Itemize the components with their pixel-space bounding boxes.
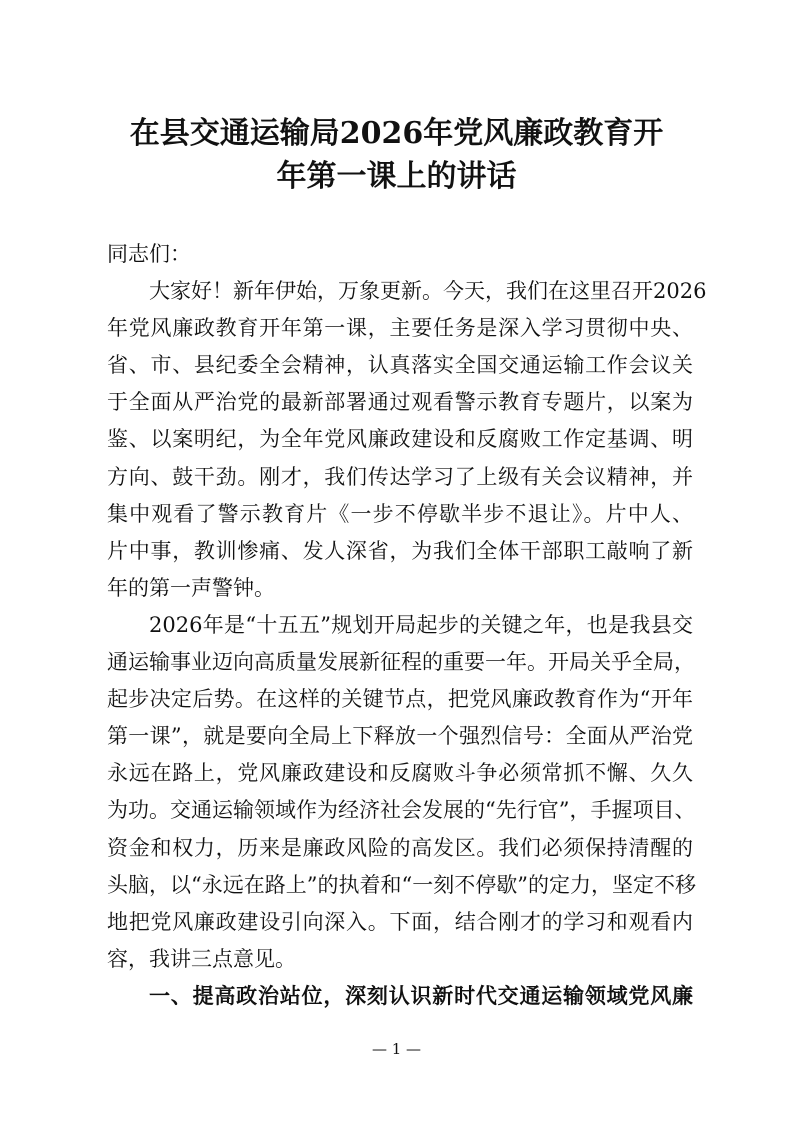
text-line: 方向、鼓干劲。刚才，我们传达学习了上级有关会议精神，并 <box>107 464 693 489</box>
text-line: 第一课”，就是要向全局上下释放一个强烈信号：全面从严治党 <box>107 724 693 749</box>
text-line: 头脑，以“永远在路上”的执着和“一刻不停歇”的定力，坚定不移 <box>107 872 696 897</box>
document-body <box>107 236 707 1015</box>
title-line: 年第一课上的讲话 <box>276 159 517 194</box>
text-line: 省、市、县纪委全会精神，认真落实全国交通运输工作会议关 <box>107 353 693 378</box>
page-number: — 1 — <box>371 1040 422 1058</box>
text-line: 于全面从严治党的最新部署通过观看警示教育专题片，以案为 <box>107 390 693 415</box>
text-line: 大家好！新年伊始，万象更新。今天，我们在这里召开2026 <box>149 279 707 304</box>
paragraph <box>107 607 696 978</box>
text-line: 集中观看了警示教育片《一步不停歇半步不退让》。片中人、 <box>107 501 693 526</box>
text-line: 年党风廉政教育开年第一课，主要任务是深入学习贯彻中央、 <box>107 316 693 341</box>
text-line: 为功。交通运输领域作为经济社会发展的“先行官”，手握项目、 <box>107 798 696 823</box>
salutation: 同志们： <box>107 242 191 266</box>
paragraphs <box>107 273 707 978</box>
text-line: 通运输事业迈向高质量发展新征程的重要一年。开局关乎全局， <box>107 650 695 675</box>
text-line: 起步决定后势。在这样的关键节点，把党风廉政教育作为“开年 <box>107 687 693 712</box>
text-line: 资金和权力，历来是廉政风险的高发区。我们必须保持清醒的 <box>107 835 693 860</box>
text-line: 容，我讲三点意见。 <box>107 946 296 971</box>
text-line: 鉴、以案明纪，为全年党风廉政建设和反腐败工作定基调、明 <box>107 427 693 452</box>
text-line: 永远在路上，党风廉政建设和反腐败斗争必须常抓不懈、久久 <box>107 761 693 786</box>
section-heading: 一、提高政治站位，深刻认识新时代交通运输领域党风廉 <box>149 983 693 1008</box>
title-line: 在县交通运输局2026年党风廉政教育开 <box>129 116 664 151</box>
text-line: 片中事，教训惨痛、发人深省，为我们全体干部职工敲响了新 <box>107 538 693 563</box>
text-line: 地把党风廉政建设引向深入。下面，结合刚才的学习和观看内 <box>107 909 693 934</box>
document-title <box>90 112 703 198</box>
paragraph <box>107 273 707 607</box>
text-line: 2026年是“十五五”规划开局起步的关键之年，也是我县交 <box>149 612 693 637</box>
text-line: 年的第一声警钟。 <box>107 575 275 600</box>
